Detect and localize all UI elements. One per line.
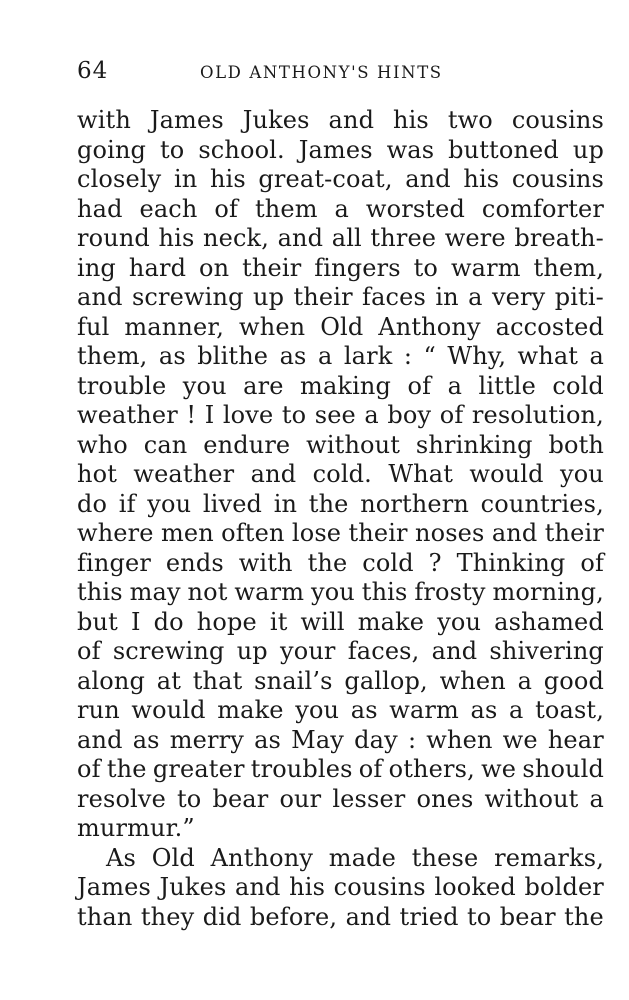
word: faces, (347, 637, 420, 665)
text-line (77, 785, 604, 815)
word: when (426, 725, 493, 754)
word: of (407, 371, 432, 400)
text-line (77, 401, 604, 431)
word: the (307, 548, 348, 577)
word: ? (428, 548, 442, 577)
word: and (77, 283, 123, 311)
word: were (444, 224, 506, 252)
page-number: 64 (77, 58, 109, 84)
word: a (509, 696, 524, 724)
word: you (560, 460, 604, 488)
word: piti- (554, 283, 604, 311)
word: they (140, 902, 195, 931)
word: shrinking (415, 430, 533, 459)
text-line (77, 254, 604, 284)
word: as (470, 696, 498, 724)
word: As (106, 843, 136, 872)
word: ing (77, 253, 116, 282)
word: day (354, 725, 398, 754)
word: up (236, 637, 268, 665)
word: murmur.” (77, 814, 195, 842)
word: hope (196, 607, 257, 636)
word: cousins (333, 873, 426, 901)
word: warm (450, 253, 521, 282)
word: buttoned (448, 135, 559, 164)
word: resolution, (471, 401, 604, 429)
word: a (589, 784, 604, 813)
word: a (447, 371, 463, 400)
word: as (254, 725, 282, 754)
word: Jukes (159, 873, 227, 901)
word: this (361, 578, 408, 606)
word: May (291, 725, 345, 754)
word: breath- (514, 224, 604, 252)
word: to (281, 401, 307, 429)
word: should (522, 755, 604, 783)
word: may (129, 578, 181, 606)
word: morning, (492, 578, 604, 606)
word: when (239, 312, 306, 341)
word: lesser (332, 784, 406, 813)
word: and (250, 460, 297, 488)
word: was (386, 135, 435, 164)
word: who (77, 430, 128, 459)
word: cold. (312, 460, 372, 488)
word: I (130, 607, 141, 636)
word: endure (203, 430, 291, 459)
word: did (202, 902, 242, 931)
word: remarks, (494, 843, 604, 872)
word: up (572, 135, 604, 164)
word: neck, (202, 224, 270, 252)
text-line (77, 224, 604, 254)
word: them (254, 194, 318, 223)
word: bear (499, 902, 556, 931)
word: warm (389, 696, 459, 724)
word: as (350, 696, 378, 724)
word: cousins (511, 106, 604, 134)
word: snail’s (254, 666, 333, 695)
text-line (77, 844, 604, 874)
word: we (481, 755, 517, 783)
word: on (199, 253, 230, 282)
word: a (334, 194, 350, 223)
word: shivering (489, 637, 604, 665)
word: make (217, 696, 284, 724)
text-line (77, 136, 604, 166)
word: trouble (77, 371, 167, 400)
word: their (293, 283, 353, 311)
word: the (564, 902, 604, 931)
word: you (310, 578, 355, 606)
word: James (77, 873, 151, 901)
text-line (77, 283, 604, 313)
word: lose (291, 519, 342, 547)
word: cold (362, 548, 414, 577)
word: a (589, 342, 604, 370)
word: these (411, 843, 479, 872)
word: to (413, 253, 439, 282)
word: up (253, 283, 285, 311)
word: not (187, 578, 228, 606)
word: a (468, 283, 483, 311)
word: cold (552, 371, 604, 400)
text-line (77, 755, 604, 785)
word: countries, (480, 489, 604, 518)
word: our (279, 784, 322, 813)
word: do (153, 607, 184, 636)
word: you (147, 489, 192, 518)
word: and (328, 106, 375, 134)
word: a (517, 666, 533, 695)
word: screwing (131, 283, 244, 311)
word: their (348, 519, 408, 547)
word: the (106, 755, 147, 783)
text-line (77, 519, 604, 549)
word: weather (133, 460, 235, 488)
text-line (77, 696, 604, 726)
word: and (345, 902, 392, 931)
word: without (484, 784, 579, 813)
text-line (77, 165, 604, 195)
word: warm (234, 578, 305, 606)
word: Jukes (242, 106, 310, 134)
running-title: OLD ANTHONY'S HINTS (200, 63, 443, 82)
word: hear (547, 725, 604, 754)
text-line (77, 372, 604, 402)
word: three (370, 224, 437, 252)
word: little (478, 371, 536, 400)
word: going (77, 135, 147, 164)
word: would (131, 696, 206, 724)
word: their (544, 519, 604, 547)
word: comforter (481, 194, 604, 223)
word: that (192, 666, 243, 695)
word: great-coat, (258, 165, 393, 193)
word: as (132, 725, 160, 754)
word: ful (77, 312, 110, 341)
word: and (491, 519, 538, 547)
word: Why, (447, 342, 507, 370)
word: screwing (112, 637, 225, 665)
word: their (242, 253, 302, 282)
word: accosted (495, 312, 604, 341)
word: lark (343, 342, 393, 370)
word: blithe (197, 342, 269, 370)
word: and (234, 873, 281, 901)
word: cousins (511, 165, 604, 193)
word: it (269, 607, 288, 636)
word: his (209, 165, 246, 193)
word: men (160, 519, 214, 547)
word: his (158, 224, 195, 252)
word: each (139, 194, 198, 223)
word: to (159, 135, 185, 164)
word: faces (362, 283, 426, 311)
word: in (173, 165, 198, 193)
word: hot (77, 460, 118, 488)
word: what (517, 342, 579, 370)
word: in (435, 283, 459, 311)
word: made (328, 843, 397, 872)
word: : (407, 725, 417, 754)
word: without (306, 430, 401, 459)
body-text (77, 106, 604, 932)
word: all (331, 224, 362, 252)
word: two (447, 106, 493, 134)
word: them, (77, 342, 148, 370)
word: this (77, 578, 123, 606)
word: we (502, 725, 538, 754)
word: will (300, 607, 345, 636)
word: good (543, 666, 604, 695)
word: and (405, 165, 451, 193)
text-line (77, 873, 604, 903)
word: gallop, (344, 666, 428, 695)
word: Anthony (378, 312, 481, 341)
word: lived (202, 489, 263, 518)
text-line (77, 106, 604, 136)
word: of (77, 637, 101, 665)
word: fingers (314, 253, 401, 282)
word: your (280, 637, 336, 665)
word: bolder (524, 873, 604, 901)
text-line (77, 313, 604, 343)
word: where (77, 519, 154, 547)
word: closely (77, 165, 162, 193)
word: his (393, 106, 429, 134)
word: others, (388, 755, 475, 783)
word: along (77, 666, 146, 695)
text-line (77, 490, 604, 520)
word: with (77, 106, 131, 134)
word: a (317, 342, 333, 370)
word: make (357, 607, 425, 636)
word: toast, (535, 696, 604, 724)
word: school. (198, 135, 285, 164)
text-line (77, 637, 604, 667)
word: as (279, 342, 307, 370)
word: love (222, 401, 274, 429)
word: of (439, 401, 464, 429)
word: of (214, 194, 239, 223)
word: with (238, 548, 293, 577)
word: his (289, 873, 326, 901)
word: both (548, 430, 604, 459)
word: you (182, 371, 227, 400)
word: worsted (365, 194, 465, 223)
word: merry (169, 725, 244, 754)
word: ashamed (494, 607, 604, 636)
text-line (77, 431, 604, 461)
word: than (77, 902, 133, 931)
text-line (77, 578, 604, 608)
word: run (77, 696, 120, 724)
word: often (221, 519, 285, 547)
word: as (158, 342, 186, 370)
word: to (176, 784, 202, 813)
word: and (277, 224, 324, 252)
word: do (77, 489, 108, 518)
word: Thinking (456, 548, 566, 577)
word: resolve (77, 784, 166, 813)
word: James (149, 106, 224, 134)
word: his (463, 165, 500, 193)
text-line (77, 726, 604, 756)
word: noses (415, 519, 485, 547)
word: manner, (124, 312, 225, 341)
word: but (77, 607, 118, 636)
word: : (403, 342, 413, 370)
word: making (300, 371, 392, 400)
word: frosty (414, 578, 486, 606)
text-line (77, 814, 604, 844)
text-line (77, 460, 604, 490)
word: at (156, 666, 182, 695)
word: weather (77, 401, 178, 429)
word: James (298, 135, 373, 164)
word: when (439, 666, 506, 695)
word: northern (360, 489, 470, 518)
word: if (118, 489, 136, 518)
word: greater (152, 755, 245, 783)
word: of (358, 755, 383, 783)
word: a (364, 401, 379, 429)
word: round (77, 224, 150, 252)
word: can (143, 430, 188, 459)
word: you (295, 696, 340, 724)
text-line (77, 549, 604, 579)
word: to (467, 902, 492, 931)
text-line (77, 667, 604, 697)
word: finger (77, 548, 151, 577)
word: What (388, 460, 453, 488)
word: the (308, 489, 349, 518)
word: Anthony (210, 843, 314, 872)
word: ! (186, 401, 197, 429)
word: tried (399, 902, 459, 931)
word: bear (212, 784, 269, 813)
text-line (77, 903, 604, 933)
word: Old (151, 843, 195, 872)
word: in (273, 489, 298, 518)
word: of (77, 755, 101, 783)
word: ends (165, 548, 224, 577)
word: before, (249, 902, 338, 931)
word: of (580, 548, 604, 577)
word: troubles (250, 755, 353, 783)
word: ones (416, 784, 474, 813)
word: had (77, 194, 123, 223)
word: would (469, 460, 544, 488)
word: boy (387, 401, 432, 429)
word: I (204, 401, 215, 429)
word: “ (423, 342, 436, 370)
word: hard (128, 253, 187, 282)
word: are (243, 371, 284, 400)
word: looked (434, 873, 516, 901)
text-line (77, 195, 604, 225)
word: you (437, 607, 482, 636)
word: see (314, 401, 356, 429)
word: Old (320, 312, 364, 341)
word: and (431, 637, 478, 665)
word: very (491, 283, 546, 311)
word: them, (533, 253, 604, 282)
text-line (77, 608, 604, 638)
text-line (77, 342, 604, 372)
word: and (77, 725, 123, 754)
